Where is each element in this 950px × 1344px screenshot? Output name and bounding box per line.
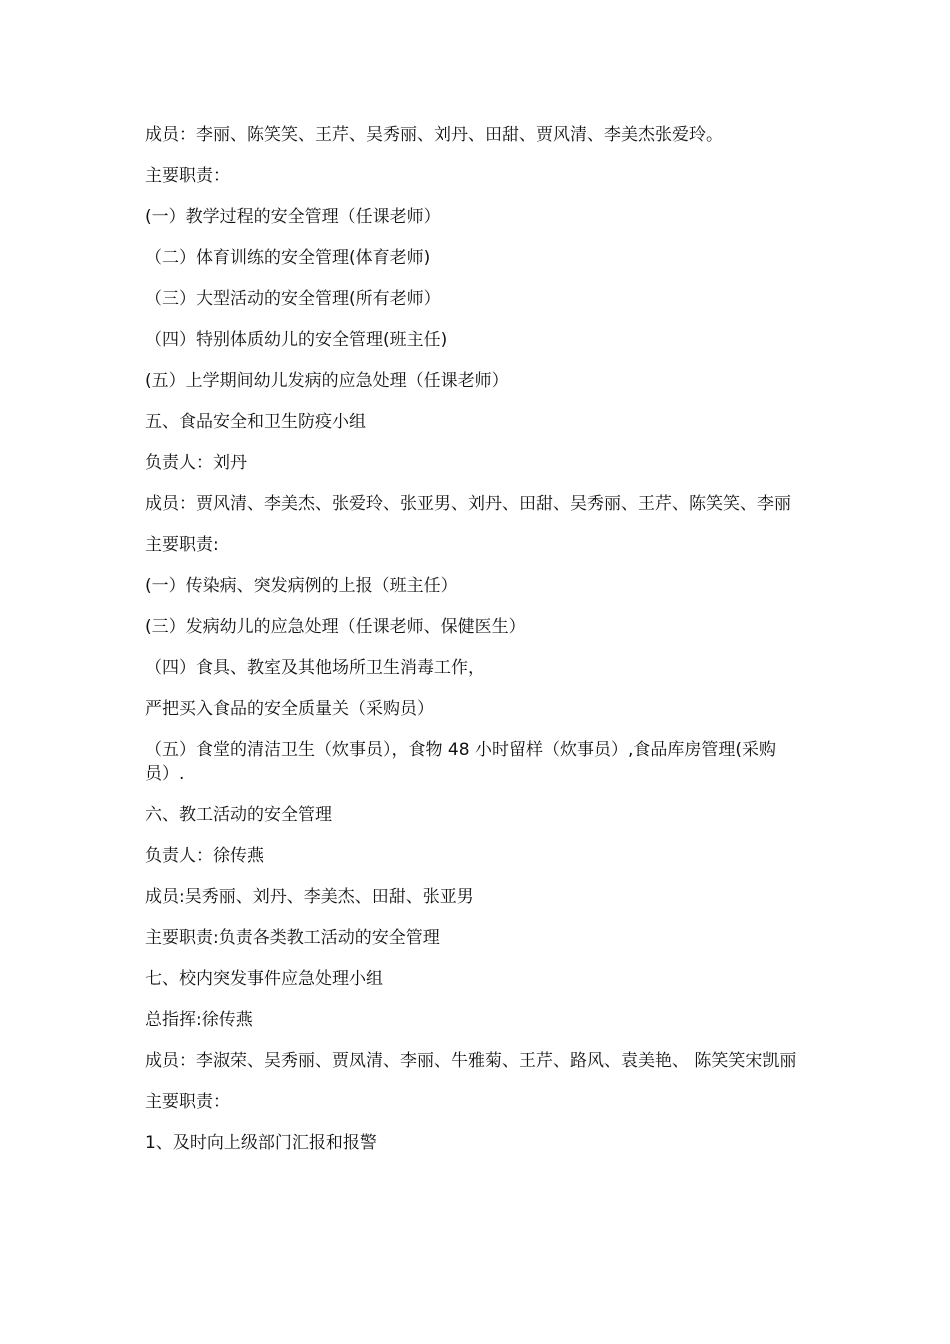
paragraph-duty-item: （三）大型活动的安全管理(所有老师） [145, 289, 441, 309]
paragraph-duties-heading-5: 主要职责: [145, 535, 219, 555]
paragraph-duty-item: (一）传染病、突发病例的上报（班主任） [145, 576, 458, 596]
paragraph-duty-item: (一）教学过程的安全管理（任课老师） [145, 207, 441, 227]
section-heading-5: 五、食品安全和卫生防疫小组 [145, 412, 366, 432]
paragraph-duty-item: 严把买入食品的安全质量关（采购员） [145, 699, 434, 719]
paragraph-duties-heading-1: 主要职责： [145, 166, 230, 186]
document-body [145, 123, 810, 1172]
paragraph-leader-6: 负责人：徐传燕 [145, 846, 264, 866]
paragraph-duty-item: （四）食具、教室及其他场所卫生消毒工作， [145, 658, 485, 678]
paragraph-duty-item: （四）特别体质幼儿的安全管理(班主任) [145, 330, 448, 350]
section-heading-6: 六、教工活动的安全管理 [145, 805, 332, 825]
paragraph-leader-5: 负责人：刘丹 [145, 453, 247, 473]
paragraph-members-7: 成员：李淑荣、吴秀丽、贾凤清、李丽、牛雅菊、王芹、路风、袁美艳、 陈笑笑宋凯丽 [145, 1051, 797, 1071]
section-heading-7: 七、校内突发事件应急处理小组 [145, 969, 383, 989]
paragraph-duties-6: 主要职责:负责各类教工活动的安全管理 [145, 928, 440, 948]
paragraph-members-1: 成员：李丽、陈笑笑、王芹、吴秀丽、刘丹、田甜、贾风清、李美杰张爱玲。 [145, 125, 723, 145]
paragraph-duty-item: (三）发病幼儿的应急处理（任课老师、保健医生） [145, 617, 526, 637]
paragraph-duty-item: （二）体育训练的安全管理(体育老师) [145, 248, 431, 268]
paragraph-members-6: 成员:吴秀丽、刘丹、李美杰、田甜、张亚男 [145, 887, 474, 907]
paragraph-commander-7: 总指挥:徐传燕 [145, 1010, 253, 1030]
paragraph-duty-item: (五）上学期间幼儿发病的应急处理（任课老师） [145, 371, 509, 391]
paragraph-duties-heading-7: 主要职责： [145, 1092, 230, 1112]
paragraph-duty-item: （五）食堂的清洁卫生（炊事员），食物 48 小时留样（炊事员）,食品库房管理(采购员）. [145, 740, 776, 784]
paragraph-members-5: 成员：贾风清、李美杰、张爱玲、张亚男、刘丹、田甜、吴秀丽、王芹、陈笑笑、李丽 [145, 494, 791, 514]
paragraph-duty-item: 1、及时向上级部门汇报和报警 [145, 1133, 377, 1153]
